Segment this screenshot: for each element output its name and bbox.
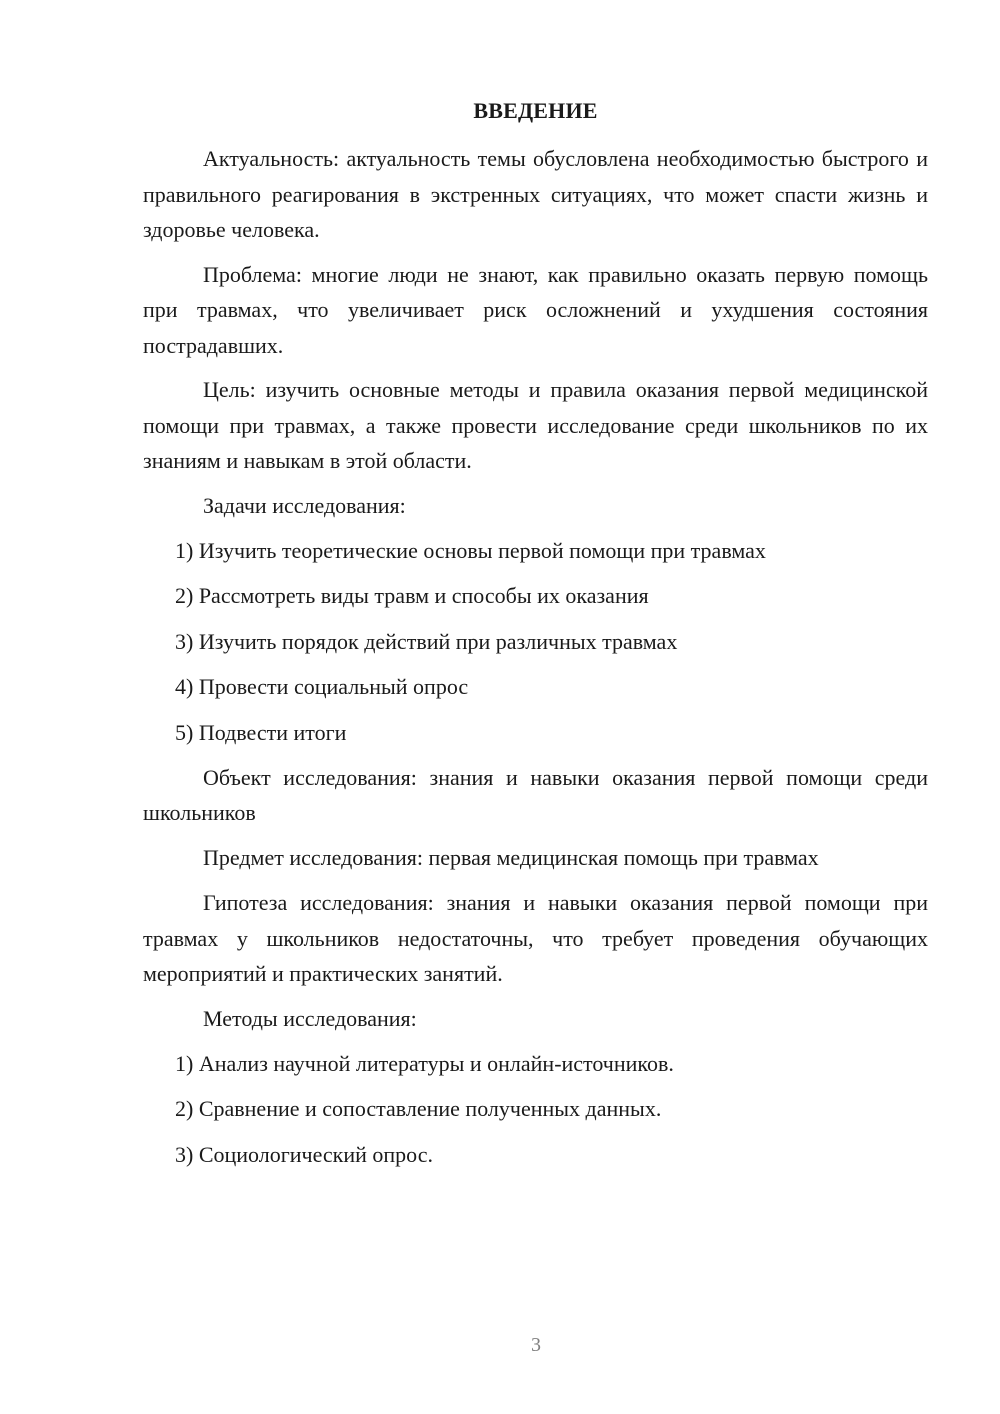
list-item: 2) Сравнение и сопоставление полученных данных. [175, 1096, 662, 1121]
list-item: 4) Провести социальный опрос [175, 674, 469, 699]
methods-list [143, 1046, 928, 1172]
list-item: 1) Изучить теоретические основы первой помощи при травмах [175, 537, 766, 563]
paragraph-subject: Предмет исследования: первая медицинская помощь при травмах [203, 844, 819, 870]
paragraph-goal: Цель: изучить основные методы и правила оказания первой медицинской помощи при травмах, а также провести исследование среди школьников по их знаниям и навыкам в этой области. [143, 377, 928, 473]
methods-heading: Методы исследования: [203, 1005, 417, 1031]
paragraph-hypothesis: Гипотеза исследования: знания и навыки оказания первой помощи при травмах у школьников недостаточны, что требует проведения обучающих мероприятий и практических занятий. [143, 890, 928, 986]
paragraph-object: Объект исследования: знания и навыки оказания первой помощи среди школьников [143, 764, 928, 825]
page-title: ВВЕДЕНИЕ [473, 98, 598, 123]
tasks-heading: Задачи исследования: [203, 492, 406, 518]
list-item: 3) Социологический опрос. [175, 1141, 433, 1167]
tasks-list [143, 533, 928, 750]
page-number: 3 [531, 1334, 541, 1356]
list-item: 5) Подвести итоги [175, 719, 347, 745]
list-item: 3) Изучить порядок действий при различных травмах [175, 628, 678, 654]
list-item: 1) Анализ научной литературы и онлайн-источников. [175, 1050, 674, 1076]
paragraph-relevance: Актуальность: актуальность темы обусловлена необходимостью быстрого и правильного реагирования в экстренных ситуациях, что может спасти жизнь и здоровье человека. [143, 146, 928, 242]
paragraph-problem: Проблема: многие люди не знают, как правильно оказать первую помощь при травмах, что увеличивает риск осложнений и ухудшения состояния пострадавших. [143, 261, 928, 358]
list-item: 2) Рассмотреть виды травм и способы их оказания [175, 583, 649, 608]
page-content [143, 96, 928, 1182]
